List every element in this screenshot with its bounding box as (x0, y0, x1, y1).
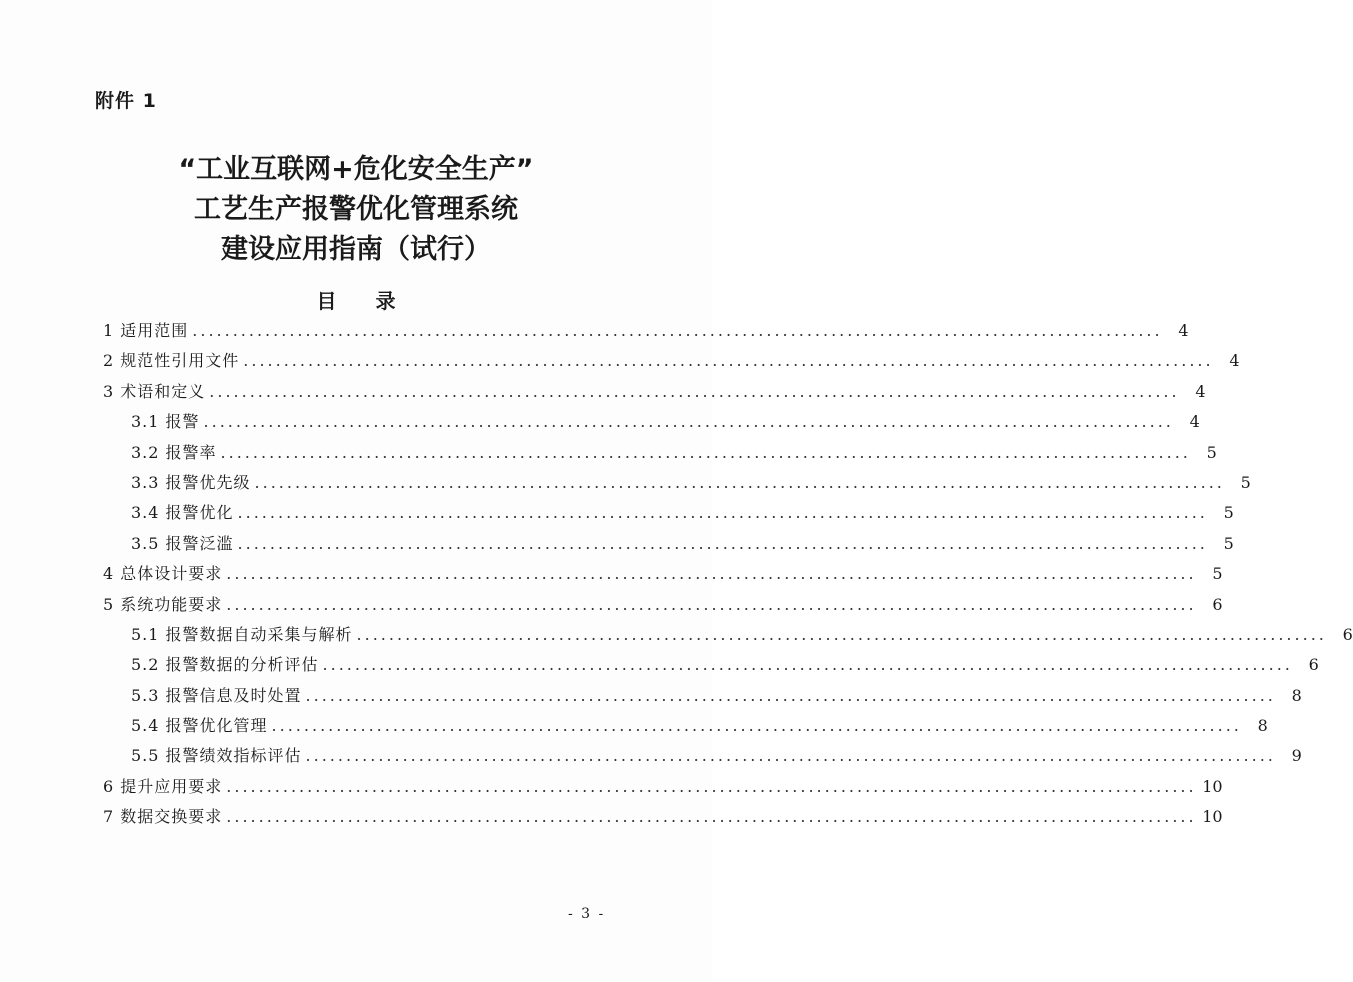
toc-leader-dots: ........................................................................................................................ (243, 351, 1214, 371)
toc-leader-dots: ........................................................................................................................ (220, 442, 1191, 462)
toc-leader-dots: ........................................................................................................................ (203, 412, 1174, 432)
toc-entry-label: 5.4 报警优化管理 (131, 716, 268, 736)
toc-entry-page: 6 (1342, 624, 1353, 644)
toc-entry-label: 3.5 报警泛滥 (131, 533, 234, 553)
toc-entry[interactable] (103, 741, 1302, 771)
toc-entry-label: 3 术语和定义 (103, 381, 206, 401)
toc-entry-label: 5.3 报警信息及时处置 (131, 685, 302, 705)
toc-entry[interactable] (103, 468, 1251, 498)
toc-leader-dots: ........................................................................................................................ (305, 746, 1276, 766)
toc-leader-dots: ........................................................................................................................ (322, 655, 1293, 675)
toc-entry[interactable] (103, 711, 1268, 741)
toc-entry-page: 4 (1189, 412, 1200, 432)
toc-leader-dots: ........................................................................................................................ (226, 594, 1197, 614)
toc-entry-page: 6 (1308, 655, 1319, 675)
toc-entry-page: 5 (1240, 472, 1251, 492)
page-number: - 3 - (568, 906, 606, 922)
document-title (0, 150, 712, 270)
toc-entry-page: 8 (1291, 685, 1302, 705)
toc-leader-dots: ........................................................................................................................ (271, 716, 1242, 736)
toc-entry[interactable] (103, 438, 1217, 468)
toc-entry-page: 4 (1229, 351, 1240, 371)
toc-entry[interactable] (103, 802, 1223, 832)
toc-leader-dots: ........................................................................................................................ (237, 503, 1208, 523)
toc-entry[interactable] (103, 316, 1189, 346)
toc-entry-label: 1 适用范围 (103, 321, 189, 340)
toc-entry[interactable] (103, 772, 1223, 802)
toc-entry-page: 10 (1202, 776, 1223, 796)
toc-entry[interactable] (103, 407, 1200, 437)
toc-entry-label: 3.4 报警优化 (131, 503, 234, 523)
toc-entry-page: 5 (1212, 564, 1223, 584)
toc-leader-dots: ........................................................................................................................ (226, 776, 1197, 796)
toc-entry-label: 5.5 报警绩效指标评估 (131, 746, 302, 766)
toc-entry[interactable] (103, 681, 1302, 711)
toc-leader-dots: ........................................................................................................................ (305, 685, 1276, 705)
toc-heading: 目 录 (316, 289, 412, 313)
toc-entry[interactable] (103, 590, 1223, 620)
toc-entry-label: 5.2 报警数据的分析评估 (131, 655, 319, 675)
toc-leader-dots: ........................................................................................................................ (226, 807, 1197, 827)
toc-entry-page: 5 (1223, 533, 1234, 553)
title-line-3: 建设应用指南（试行） (221, 234, 491, 265)
toc-entry-label: 7 数据交换要求 (103, 807, 223, 827)
toc-entry-page: 5 (1206, 442, 1217, 462)
toc-entry-label: 5 系统功能要求 (103, 594, 223, 614)
toc-leader-dots: ........................................................................................................................ (254, 472, 1225, 492)
toc-entry-label: 3.1 报警 (131, 412, 200, 432)
toc-entry[interactable] (103, 346, 1240, 376)
title-line-1: “工业互联网+危化安全生产” (178, 154, 534, 185)
toc-entry-label: 4 总体设计要求 (103, 564, 223, 584)
toc-entry[interactable] (103, 650, 1319, 680)
toc-entry-page: 4 (1195, 381, 1206, 401)
attachment-label: 附件 1 (95, 90, 157, 112)
title-line-2: 工艺生产报警优化管理系统 (194, 194, 518, 225)
toc-leader-dots: ........................................................................................................................ (209, 381, 1180, 401)
toc-entry-label: 3.2 报警率 (131, 442, 217, 462)
toc-entry-page: 6 (1212, 594, 1223, 614)
toc-entry-label: 5.1 报警数据自动采集与解析 (131, 624, 353, 644)
toc-entry-label: 6 提升应用要求 (103, 776, 223, 796)
toc-entry[interactable] (103, 620, 1353, 650)
toc-leader-dots: ........................................................................................................................ (226, 564, 1197, 584)
toc-entry-page: 10 (1202, 807, 1223, 827)
toc-entry-page: 4 (1178, 321, 1189, 340)
toc-entry[interactable] (103, 559, 1223, 589)
toc-entry-page: 8 (1257, 716, 1268, 736)
toc-entry-label: 3.3 报警优先级 (131, 472, 251, 492)
toc-leader-dots: ........................................................................................................................ (237, 533, 1208, 553)
toc-entry-label: 2 规范性引用文件 (103, 351, 240, 371)
toc-leader-dots: ........................................................................................................................ (192, 321, 1163, 340)
toc-entry-page: 9 (1291, 746, 1302, 766)
toc-entry[interactable] (103, 377, 1206, 407)
table-of-contents (103, 316, 1353, 833)
toc-entry[interactable] (103, 529, 1234, 559)
toc-entry-page: 5 (1223, 503, 1234, 523)
toc-entry[interactable] (103, 498, 1234, 528)
toc-leader-dots: ........................................................................................................................ (356, 624, 1327, 644)
